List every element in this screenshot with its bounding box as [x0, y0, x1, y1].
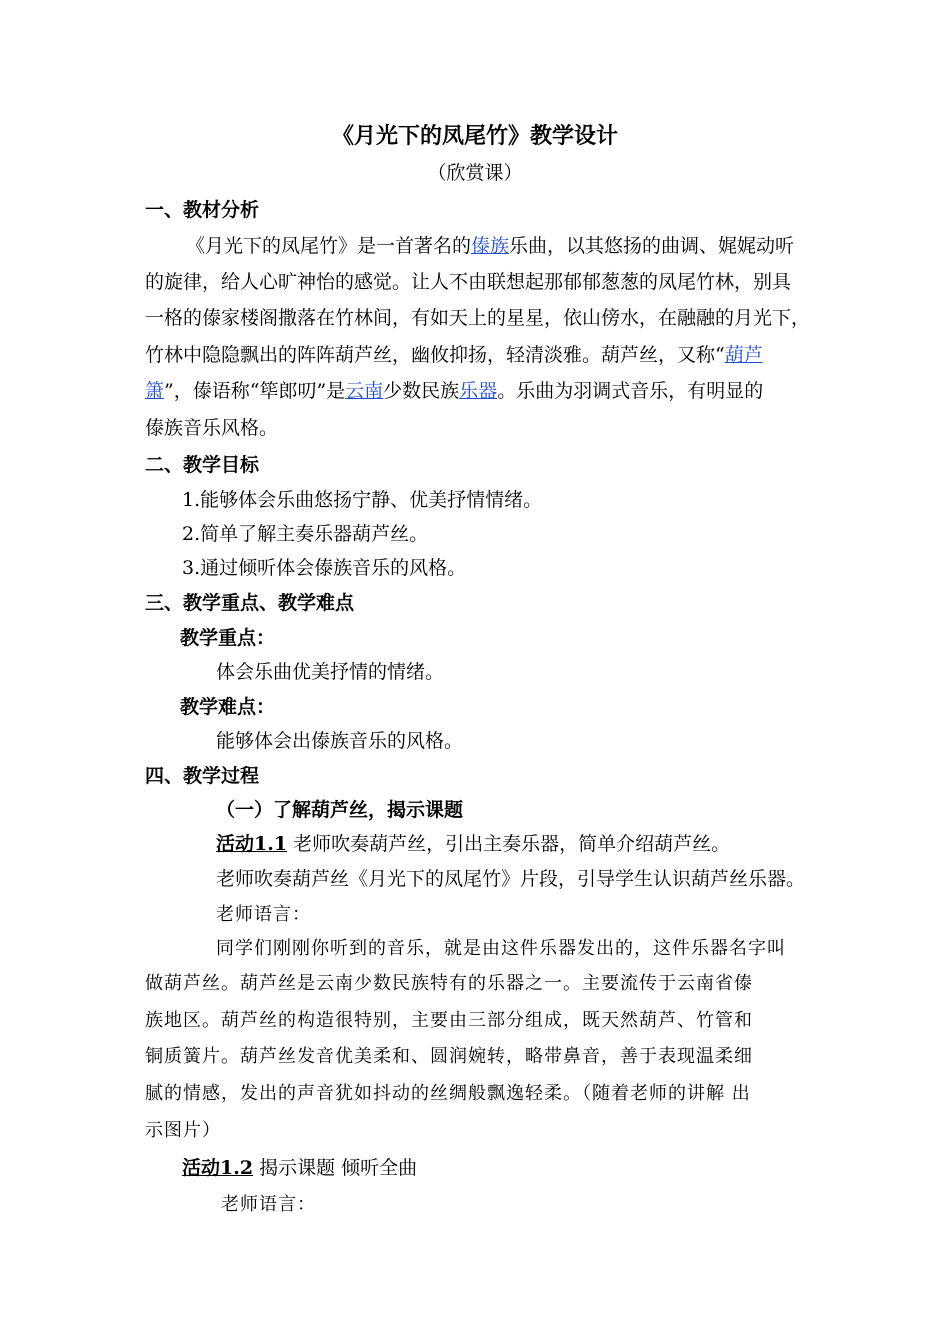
- document-title: 《月光下的凤尾竹》教学设计: [331, 123, 618, 149]
- section-heading-analysis: 一、教材分析: [145, 199, 260, 221]
- section-heading-goals: 二、教学目标: [145, 454, 260, 476]
- teacher-speech-label: 老师语言：: [216, 904, 311, 925]
- speech-line: 同学们刚刚你听到的音乐，就是由这件乐器发出的，这件乐器名字叫: [216, 938, 786, 959]
- activity-line: [182, 1156, 417, 1180]
- link-hulu-xiao[interactable]: 葫芦: [724, 344, 763, 366]
- paragraph-line: 傣族音乐风格。: [145, 417, 279, 439]
- key-point-text: 体会乐曲优美抒情的情绪。: [216, 661, 445, 683]
- text-span: 少数民族: [383, 380, 460, 402]
- text-span: 《月光下的凤尾竹》是一首著名的: [186, 235, 472, 257]
- difficulty-text: 能够体会出傣族音乐的风格。: [216, 730, 464, 752]
- speech-line: 示图片）: [145, 1120, 221, 1141]
- key-point-label: 教学重点：: [180, 627, 276, 649]
- activity-label: 活动1.1: [216, 833, 288, 855]
- document-subtitle: （欣赏课）: [427, 162, 523, 184]
- text-span: 揭示课题 倾听全曲: [253, 1157, 418, 1179]
- subsection-heading: （一）了解葫芦丝，揭示课题: [216, 799, 464, 821]
- text-span: 乐曲，以其悠扬的曲调、娓娓动听: [509, 235, 795, 257]
- difficulty-label: 教学难点：: [180, 696, 276, 718]
- paragraph-line: 老师吹奏葫芦丝《月光下的凤尾竹》片段，引导学生认识葫芦丝乐器。: [216, 868, 806, 890]
- speech-line: 族地区。葫芦丝的构造很特别，主要由三部分组成，既天然葫芦、竹管和: [145, 1010, 753, 1031]
- link-dai-ethnic[interactable]: 傣族: [471, 235, 510, 257]
- link-yunnan[interactable]: 云南: [345, 380, 384, 402]
- paragraph-line: [145, 343, 763, 367]
- link-hulu-xiao-cont[interactable]: 箫: [145, 380, 165, 402]
- speech-line: 铜质簧片。葫芦丝发音优美柔和、圆润婉转，略带鼻音，善于表现温柔细: [145, 1046, 753, 1067]
- text-span: 竹林中隐隐飘出的阵阵葫芦丝，幽攸抑扬，轻清淡雅。葫芦丝，又称“: [145, 344, 725, 366]
- speech-line: 做葫芦丝。葫芦丝是云南少数民族特有的乐器之一。主要流传于云南省傣: [145, 973, 753, 994]
- section-heading-key-points: 三、教学重点、教学难点: [145, 592, 355, 614]
- text-span: ”，傣语称“筚郎叨”是: [164, 380, 346, 402]
- text-span: 老师吹奏葫芦丝，引出主奏乐器，简单介绍葫芦丝。: [287, 833, 731, 855]
- link-instrument[interactable]: 乐器: [459, 380, 498, 402]
- text-span: 。乐曲为羽调式音乐，有明显的: [497, 380, 764, 402]
- section-heading-process: 四、教学过程: [145, 765, 260, 787]
- speech-line: 腻的情感，发出的声音犹如抖动的丝绸般飘逸轻柔。（随着老师的讲解 出: [145, 1083, 751, 1104]
- activity-line: [216, 832, 730, 856]
- paragraph-line: [145, 379, 763, 403]
- activity-label: 活动1.2: [182, 1157, 254, 1179]
- goal-item: 3.通过倾听体会傣族音乐的风格。: [182, 557, 467, 579]
- teacher-speech-label: 老师语言：: [221, 1194, 316, 1215]
- goal-item: 2.简单了解主奏乐器葫芦丝。: [182, 523, 429, 545]
- goal-item: 1.能够体会乐曲悠扬宁静、优美抒情情绪。: [182, 489, 543, 511]
- paragraph-line: 一格的傣家楼阁撒落在竹林间，有如天上的星星，依山傍水，在融融的月光下，: [145, 307, 811, 329]
- paragraph-line: 的旋律，给人心旷神怡的感觉。让人不由联想起那郁郁葱葱的凤尾竹林，别具: [145, 271, 792, 293]
- paragraph-line: [186, 234, 794, 258]
